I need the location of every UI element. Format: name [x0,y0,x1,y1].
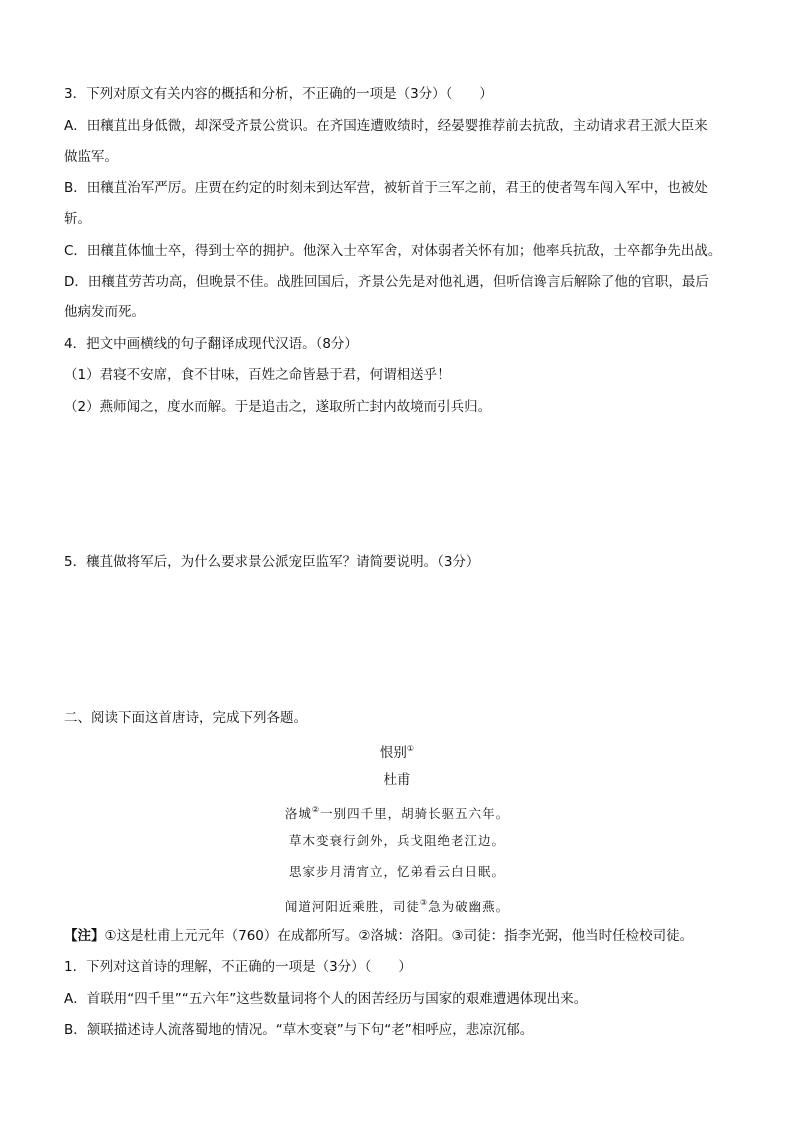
q3-option-a-line1: A．田穰苴出身低微，却深受齐景公赏识。在齐国连遭败绩时，经晏婴推荐前去抗敌，主动请求君王派大臣来 [64,118,708,134]
q3-option-a-line2: 做监军。 [64,149,118,165]
poem-line-4-a: 闻道河阳近乘胜，司徒 [284,899,420,914]
poem-author: 杜甫 [383,772,411,788]
poem-line-1-b: 一别四千里，胡骑长驱五六年。 [320,806,510,821]
poem-q1-stem: 1．下列对这首诗的理解，不正确的一项是（3分）（ ） [64,959,412,975]
poem-line-2: 草木变衰行剑外，兵戈阻绝老江边。 [288,833,505,848]
q4-sentence-1: （1）君寝不安席，食不甘味，百姓之命皆悬于君，何谓相送乎！ [64,367,451,383]
poem-notes [64,926,693,946]
q3-option-d-line1: D．田穰苴劳苦功高，但晚景不佳。战胜回国后，齐景公先是对他礼遇，但听信谗言后解除了他的官职，最后 [64,274,709,290]
poem-title-text: 恨别 [379,745,407,761]
poem-line-4-b: 急为破幽燕。 [428,899,510,914]
poem-title-note: ① [406,744,415,753]
q3-option-b-line1: B．田穰苴治军严厉。庄贾在约定的时刻未到达军营，被斩首于三军之前，君王的使者驾车闯入军中，也被处 [64,180,708,196]
q3-option-c: C．田穰苴体恤士卒，得到士卒的拥护。他深入士卒军舍，对体弱者关怀有加；他率兵抗敌，士卒都争先出战。 [64,243,722,259]
q3-stem: 3．下列对原文有关内容的概括和分析，不正确的一项是（3分）（ ） [64,86,493,102]
poem-line-1-note: ② [311,805,321,814]
q5-stem: 5．穰苴做将军后，为什么要求景公派宠臣监军？请简要说明。（3分） [64,554,480,570]
q4-stem: 4．把文中画横线的句子翻译成现代汉语。（8分） [64,336,358,352]
poem-line-4-note: ③ [419,898,429,907]
part2-heading: 二、阅读下面这首唐诗，完成下列各题。 [64,710,307,726]
poem-q1-option-b: B．颔联描述诗人流落蜀地的情况。“草木变衰”与下句“老”相呼应，悲凉沉郁。 [64,1022,534,1038]
poem-notes-label: 【注】 [64,928,105,944]
q4-sentence-2: （2）燕师闻之，度水而解。于是追击之，遂取所亡封内故境而引兵归。 [64,399,492,415]
poem-line-1 [0,800,794,824]
poem-notes-text: ①这是杜甫上元元年（760）在成都所写。②洛城：洛阳。③司徒：指李光弼，他当时任检校司徒。 [104,928,694,944]
poem-line-1-a: 洛城 [284,806,312,821]
q3-option-b-line2: 斩。 [64,211,91,227]
poem-line-3: 思家步月清宵立，忆弟看云白日眠。 [288,864,505,879]
poem-line-4 [0,893,794,917]
q3-option-d-line2: 他病发而死。 [64,304,145,320]
poem-title [0,739,794,763]
poem-q1-option-a: A．首联用“四千里”“五六年”这些数量词将个人的困苦经历与国家的艰难遭遇体现出来。 [64,991,588,1007]
